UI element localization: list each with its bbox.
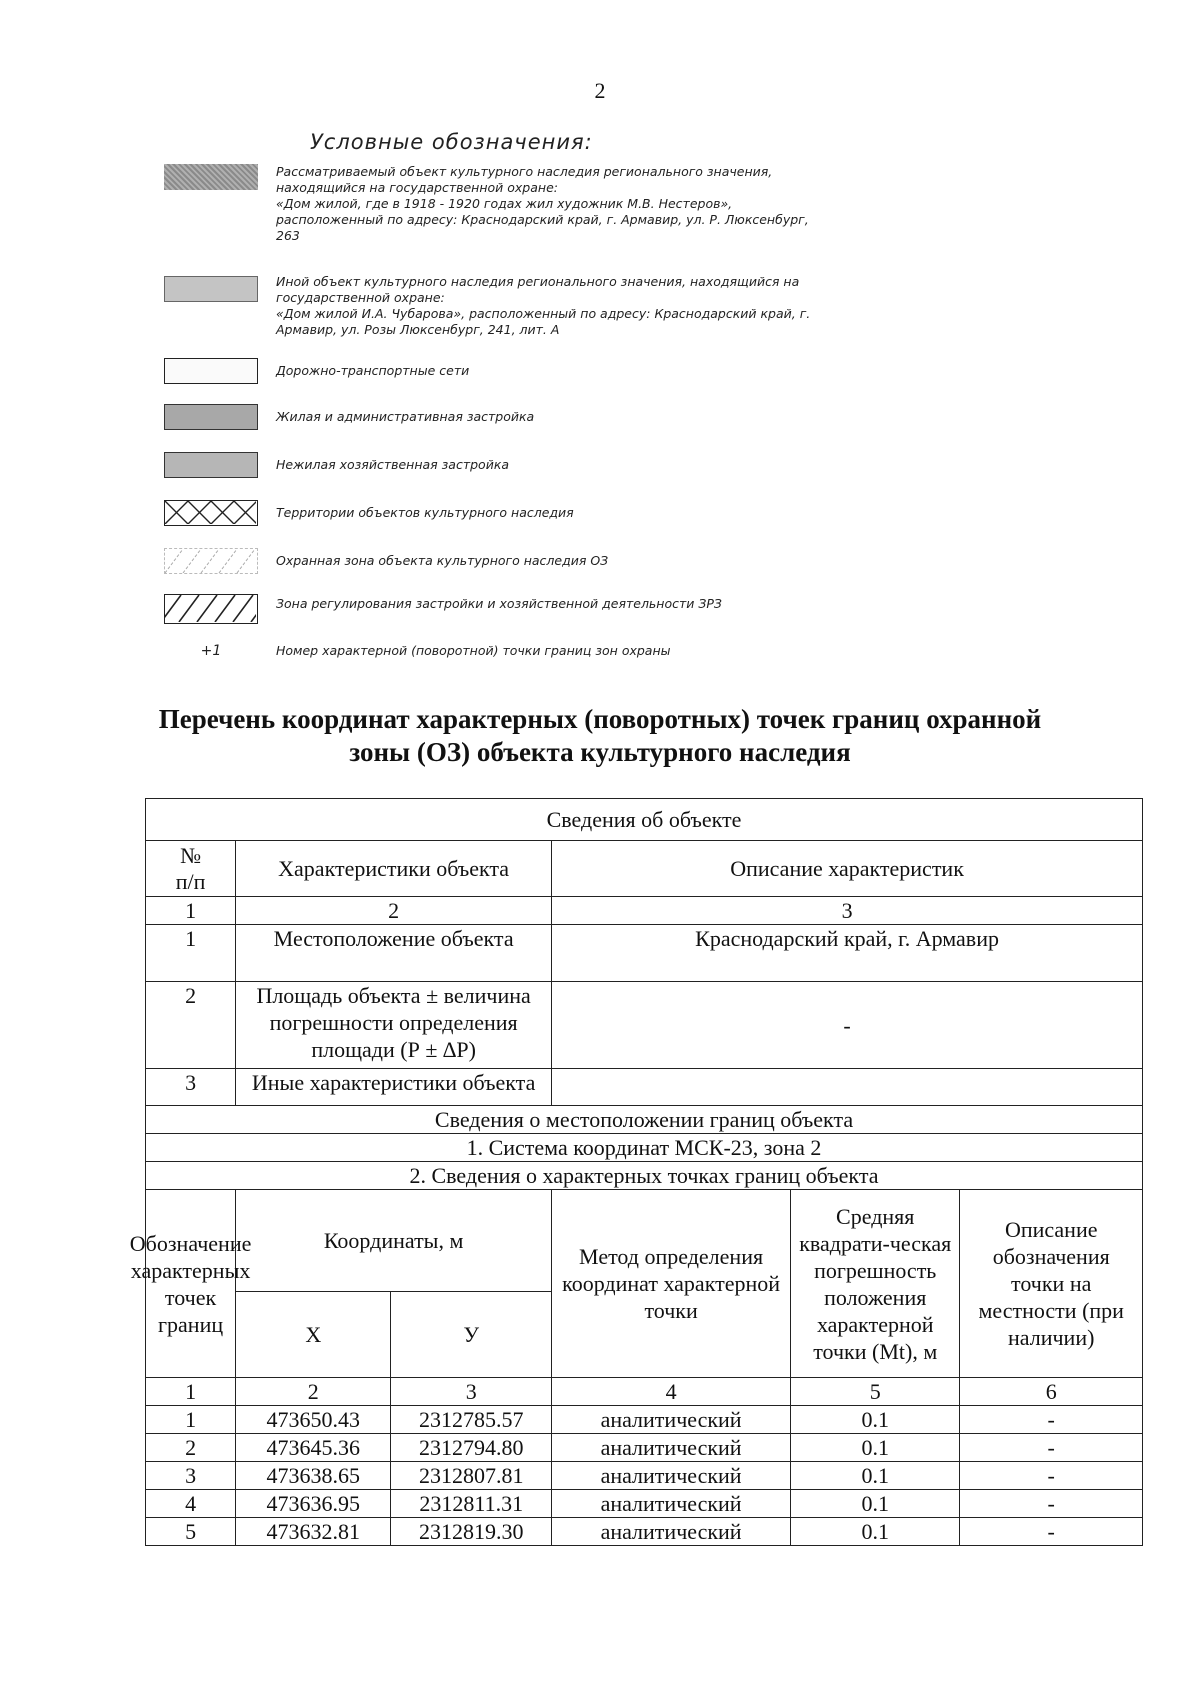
point-row (146, 1462, 1143, 1490)
points-header-row (146, 1190, 1143, 1292)
page-heading (60, 703, 1140, 769)
point-x: 473650.43 (236, 1406, 391, 1434)
heading-line-2: зоны (ОЗ) объекта культурного наследия (349, 737, 851, 767)
coord-system: 1. Система координат МСК-23, зона 2 (146, 1134, 1143, 1162)
page-number: 2 (594, 78, 606, 103)
point-x: 473638.65 (236, 1462, 391, 1490)
object-row (146, 982, 1143, 1069)
legend-text-road: Дорожно-транспортные сети (276, 363, 470, 378)
object-index-cell: 3 (552, 897, 1143, 925)
point-error: 0.1 (791, 1518, 960, 1546)
legend-text-object: Рассматриваемый объект культурного наследия регионального значения, находящийся на государственной охране: «Дом жилой, где в 1918 - 1920 годах жил художник М.В. Нестеров», расположенный по адресу: Краснодарский край, г. Армавир, ул. Р. Люксенбург, 263 (276, 164, 809, 243)
coordinates-table (129, 798, 1143, 1546)
legend-text-residential: Жилая и административная застройка (276, 409, 535, 424)
point-method: аналитический (552, 1406, 791, 1434)
object-row-description (552, 1069, 1143, 1106)
legend-title: Условные обозначения: (310, 130, 593, 154)
point-y: 2312785.57 (391, 1406, 552, 1434)
point-desc: - (960, 1406, 1143, 1434)
point-method: аналитический (552, 1518, 791, 1546)
object-row (146, 1069, 1143, 1106)
point-y: 2312819.30 (391, 1518, 552, 1546)
section-object: Сведения об объекте (146, 799, 1143, 841)
point-error: 0.1 (791, 1434, 960, 1462)
points-header-description: Описание обозначения точки на местности (при наличии) (960, 1190, 1143, 1378)
object-header-description: Описание характеристик (552, 841, 1143, 897)
section-location-row (146, 1106, 1143, 1134)
object-row-characteristic: Местоположение объекта (236, 925, 552, 982)
point-error: 0.1 (791, 1406, 960, 1434)
point-y: 2312811.31 (391, 1490, 552, 1518)
point-desc: - (960, 1434, 1143, 1462)
object-index-row (146, 897, 1143, 925)
section-points-row (146, 1162, 1143, 1190)
legend-text-point: Номер характерной (поворотной) точки границ зон охраны (276, 643, 671, 658)
point-error: 0.1 (791, 1462, 960, 1490)
points-index-cell: 3 (391, 1378, 552, 1406)
legend-text-nonresidential: Нежилая хозяйственная застройка (276, 457, 510, 472)
section-object-row (146, 799, 1143, 841)
point-id: 5 (146, 1518, 236, 1546)
legend-text-zone: Охранная зона объекта культурного наследия ОЗ (276, 553, 609, 568)
points-header-method: Метод определения координат характерной точки (552, 1190, 791, 1378)
object-header-row (146, 841, 1143, 897)
object-index-cell: 1 (146, 897, 236, 925)
legend-text-other: Иной объект культурного наследия регионального значения, находящийся на государственной охране: «Дом жилой И.А. Чубарова», расположенный по адресу: Краснодарский край, г. Армавир, ул. Розы Люксенбург, 241, лит. А (276, 274, 811, 337)
point-error: 0.1 (791, 1490, 960, 1518)
point-desc: - (960, 1462, 1143, 1490)
legend-swatch-other (164, 276, 258, 302)
coordinates-table-wrap (129, 798, 1143, 1546)
point-method: аналитический (552, 1434, 791, 1462)
legend-swatch-territory (164, 500, 258, 526)
section-points: 2. Сведения о характерных точках границ объекта (146, 1162, 1143, 1190)
legend-swatch-object (164, 164, 258, 190)
object-header-num: № п/п (146, 841, 236, 897)
legend-swatch-regulation (164, 594, 258, 624)
object-row-characteristic: Иные характеристики объекта (236, 1069, 552, 1106)
object-row-num: 1 (146, 925, 236, 982)
point-desc: - (960, 1490, 1143, 1518)
points-header-y: У (391, 1292, 552, 1378)
points-header-designation-merged (129, 1190, 252, 1378)
heading-line-1: Перечень координат характерных (поворотных) точек границ охранной (158, 704, 1042, 734)
points-index-cell: 5 (791, 1378, 960, 1406)
point-method: аналитический (552, 1490, 791, 1518)
object-row-description: Краснодарский край, г. Армавир (552, 925, 1143, 982)
points-index-cell: 2 (236, 1378, 391, 1406)
point-row (146, 1490, 1143, 1518)
point-y: 2312794.80 (391, 1434, 552, 1462)
legend-swatch-nonresidential (164, 452, 258, 478)
point-x: 473632.81 (236, 1518, 391, 1546)
legend-swatch-zone (164, 548, 258, 574)
point-id: 4 (146, 1490, 236, 1518)
point-row (146, 1406, 1143, 1434)
legend-symbol-point: +1 (200, 643, 222, 659)
point-x: 473636.95 (236, 1490, 391, 1518)
points-header-coordinates: Координаты, м (236, 1190, 552, 1292)
object-index-cell: 2 (236, 897, 552, 925)
object-row-description: - (552, 982, 1143, 1069)
coord-system-row (146, 1134, 1143, 1162)
points-index-cell: 4 (552, 1378, 791, 1406)
points-header-error: Средняя квадрати-ческая погрешность положения характерной точки (Mt), м (791, 1190, 960, 1378)
points-index-cell: 1 (146, 1378, 236, 1406)
point-x: 473645.36 (236, 1434, 391, 1462)
object-row-num: 3 (146, 1069, 236, 1106)
section-location: Сведения о местоположении границ объекта (146, 1106, 1143, 1134)
points-index-row (146, 1378, 1143, 1406)
legend-swatch-road (164, 358, 258, 384)
point-row (146, 1434, 1143, 1462)
points-header-designation: Обозначение характерных точек границ (129, 1230, 252, 1337)
object-row-num: 2 (146, 982, 236, 1069)
points-header-x: Х (236, 1292, 391, 1378)
points-index-cell: 6 (960, 1378, 1143, 1406)
object-row-characteristic: Площадь объекта ± величина погрешности определения площади (Р ± ∆Р) (236, 982, 552, 1069)
legend-text-regulation: Зона регулирования застройки и хозяйственной деятельности ЗРЗ (276, 596, 722, 611)
point-desc: - (960, 1518, 1143, 1546)
point-y: 2312807.81 (391, 1462, 552, 1490)
object-header-characteristics: Характеристики объекта (236, 841, 552, 897)
point-row (146, 1518, 1143, 1546)
legend-swatch-residential (164, 404, 258, 430)
point-id: 3 (146, 1462, 236, 1490)
object-row (146, 925, 1143, 982)
point-id: 1 (146, 1406, 236, 1434)
legend-text-territory: Территории объектов культурного наследия (276, 505, 574, 520)
point-method: аналитический (552, 1462, 791, 1490)
point-id: 2 (146, 1434, 236, 1462)
